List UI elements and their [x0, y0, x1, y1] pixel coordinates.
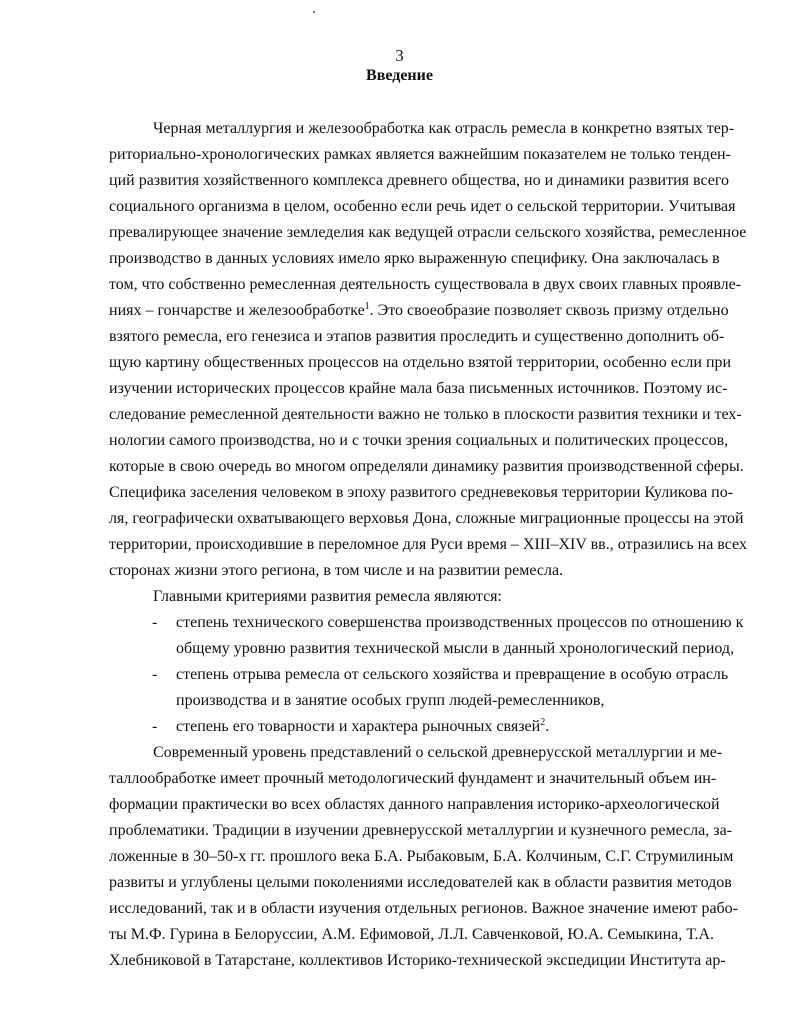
bullet-dash: -: [152, 666, 158, 683]
paragraph-line-with-footnote: [109, 301, 729, 321]
paragraph-line: ций развития хозяйственного комплекса древнего общества, но и динамики развития всего: [109, 172, 730, 189]
criteria-item-text: степень его товарности и характера рыночных связей: [176, 718, 541, 735]
paragraph-line: превалирующее значение земледелия как ведущей отрасли сельского хозяйства, ремесленное: [109, 224, 747, 241]
paragraph-line: социального организма в целом, особенно если речь идет о сельской территории. Учитывая: [109, 198, 736, 215]
criteria-intro: Главными критериями развития ремесла являются:: [153, 588, 502, 605]
paragraph-line: ля, географически охватывающего верховья Дона, сложные миграционные процессы на этой: [109, 510, 744, 527]
paragraph-line: том, что собственно ремесленная деятельность существовала в двух своих главных проявле-: [109, 276, 742, 293]
paragraph-line: Специфика заселения человеком в эпоху развитого средневековья территории Куликова по-: [109, 484, 734, 501]
paragraph-line: территории, происходившие в переломное для Руси время – XIII–XIV вв., отразились на всех: [109, 536, 747, 553]
criteria-item-line: степень технического совершенства производственных процессов по отношению к: [176, 614, 744, 631]
paragraph-line: следование ремесленной деятельности важно не только в плоскости развития техники и тех-: [109, 406, 742, 423]
paragraph-line: взятого ремесла, его генезиса и этапов развития проследить и существенно дополнить об-: [109, 328, 725, 345]
paragraph-line: производство в данных условиях имело ярко выраженную специфику. Она заключалась в: [109, 250, 720, 267]
scan-speck: [313, 11, 315, 13]
criteria-item-line: общему уровню развития технической мысли в данный хронологический период,: [176, 640, 735, 657]
paragraph-line: сторонах жизни этого региона, в том числе и на развитии ремесла.: [109, 562, 564, 579]
paragraph-line: которые в свою очередь во многом определяли динамику развития производственной сферы.: [109, 458, 744, 475]
paragraph-line: Хлебниковой в Татарстане, коллективов Историко-технической экспедиции Института ар-: [109, 952, 726, 969]
page-number: 3: [395, 46, 404, 65]
section-heading: Введение: [366, 67, 433, 84]
footnote-ref: 1: [364, 301, 370, 312]
paragraph-line: развиты и углублены целыми поколениями исследователей как в области развития методов: [109, 874, 732, 891]
paragraph-line: ложенные в 30–50-х гг. прошлого века Б.А. Рыбаковым, Б.А. Колчиным, С.Г. Струмилиным: [109, 848, 734, 865]
paragraph-line: риториально-хронологических рамках является важнейшим показателем не только тенден-: [109, 146, 731, 163]
paragraph-line: таллообработке имеет прочный методологический фундамент и значительный объем ин-: [109, 770, 717, 787]
paragraph-line: изучении исторических процессов крайне мала база письменных источников. Поэтому ис-: [109, 380, 728, 397]
paragraph-line: нологии самого производства, но и с точки зрения социальных и политических процессов,: [109, 432, 729, 449]
bullet-dash: -: [152, 614, 158, 631]
paragraph-text: . Это своеобразие позволяет сквозь призму отдельно: [369, 302, 729, 319]
criteria-item-line: [176, 717, 726, 737]
paragraph-line: формации практически во всех областях данного направления историко-археологической: [109, 796, 720, 813]
paragraph-line: проблематики. Традиции в изучении древнерусской металлургии и кузнечного ремесла, за-: [109, 822, 732, 839]
bullet-dash: -: [152, 718, 158, 735]
paragraph-text: ниях – гончарстве и железообработке: [109, 302, 365, 319]
paragraph-line: щую картину общественных процессов на отдельно взятой территории, особенно если при: [109, 354, 732, 371]
paragraph-line: ты М.Ф. Гурина в Белоруссии, А.М. Ефимовой, Л.Л. Савченковой, Ю.А. Семыкина, Т.А.: [109, 926, 714, 943]
criteria-item-text: .: [545, 718, 550, 735]
criteria-item-line: степень отрыва ремесла от сельского хозяйства и превращение в особую отрасль: [176, 666, 729, 683]
paragraph-line: Черная металлургия и железообработка как отрасль ремесла в конкретно взятых тер-: [153, 120, 735, 137]
criteria-item-line: производства и в занятие особых групп людей-ремесленников,: [176, 692, 605, 709]
paragraph-line: исследований, так и в области изучения отдельных регионов. Важное значение имеют рабо-: [109, 900, 739, 917]
paragraph-line: Современный уровень представлений о сельской древнерусской металлургии и ме-: [153, 744, 723, 761]
footnote-ref: 2: [540, 717, 546, 728]
